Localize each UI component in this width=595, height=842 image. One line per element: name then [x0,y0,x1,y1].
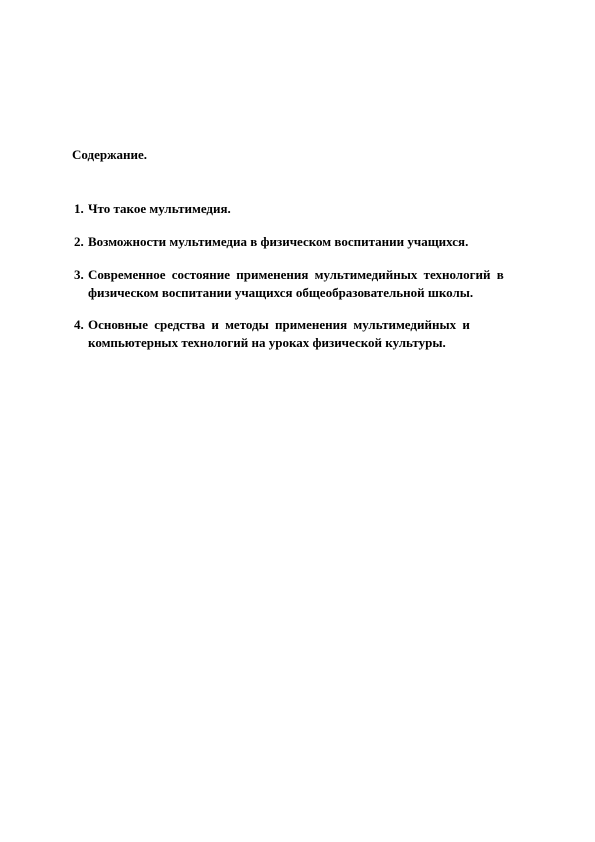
toc-item-number: 2. [74,234,84,249]
toc-item-line: Возможности мультимедиа в физическом воспитании учащихся. [88,234,469,249]
toc-item-text [88,200,538,218]
toc-item-text [88,233,538,251]
toc-item-line: Что такое мультимедия. [88,201,231,216]
page-title: Содержание. [72,147,148,162]
toc-item-text [88,316,508,352]
toc-item-number: 4. [74,317,84,332]
toc-item-text [88,266,538,302]
toc-item-number: 3. [74,267,84,282]
toc-item-2 [74,233,538,251]
toc-item-1 [74,200,538,218]
toc-item-line: Современное состояние применения мультимедийных технологий в [88,267,504,282]
table-of-contents [74,200,538,352]
toc-item-4 [74,316,508,352]
toc-item-3 [74,266,538,302]
toc-item-line: компьютерных технологий на уроках физической культуры. [88,335,446,350]
toc-item-line: Основные средства и методы применения мультимедийных и [88,317,470,332]
toc-item-line: физическом воспитании учащихся общеобразовательной школы. [88,285,474,300]
toc-item-number: 1. [74,201,84,216]
